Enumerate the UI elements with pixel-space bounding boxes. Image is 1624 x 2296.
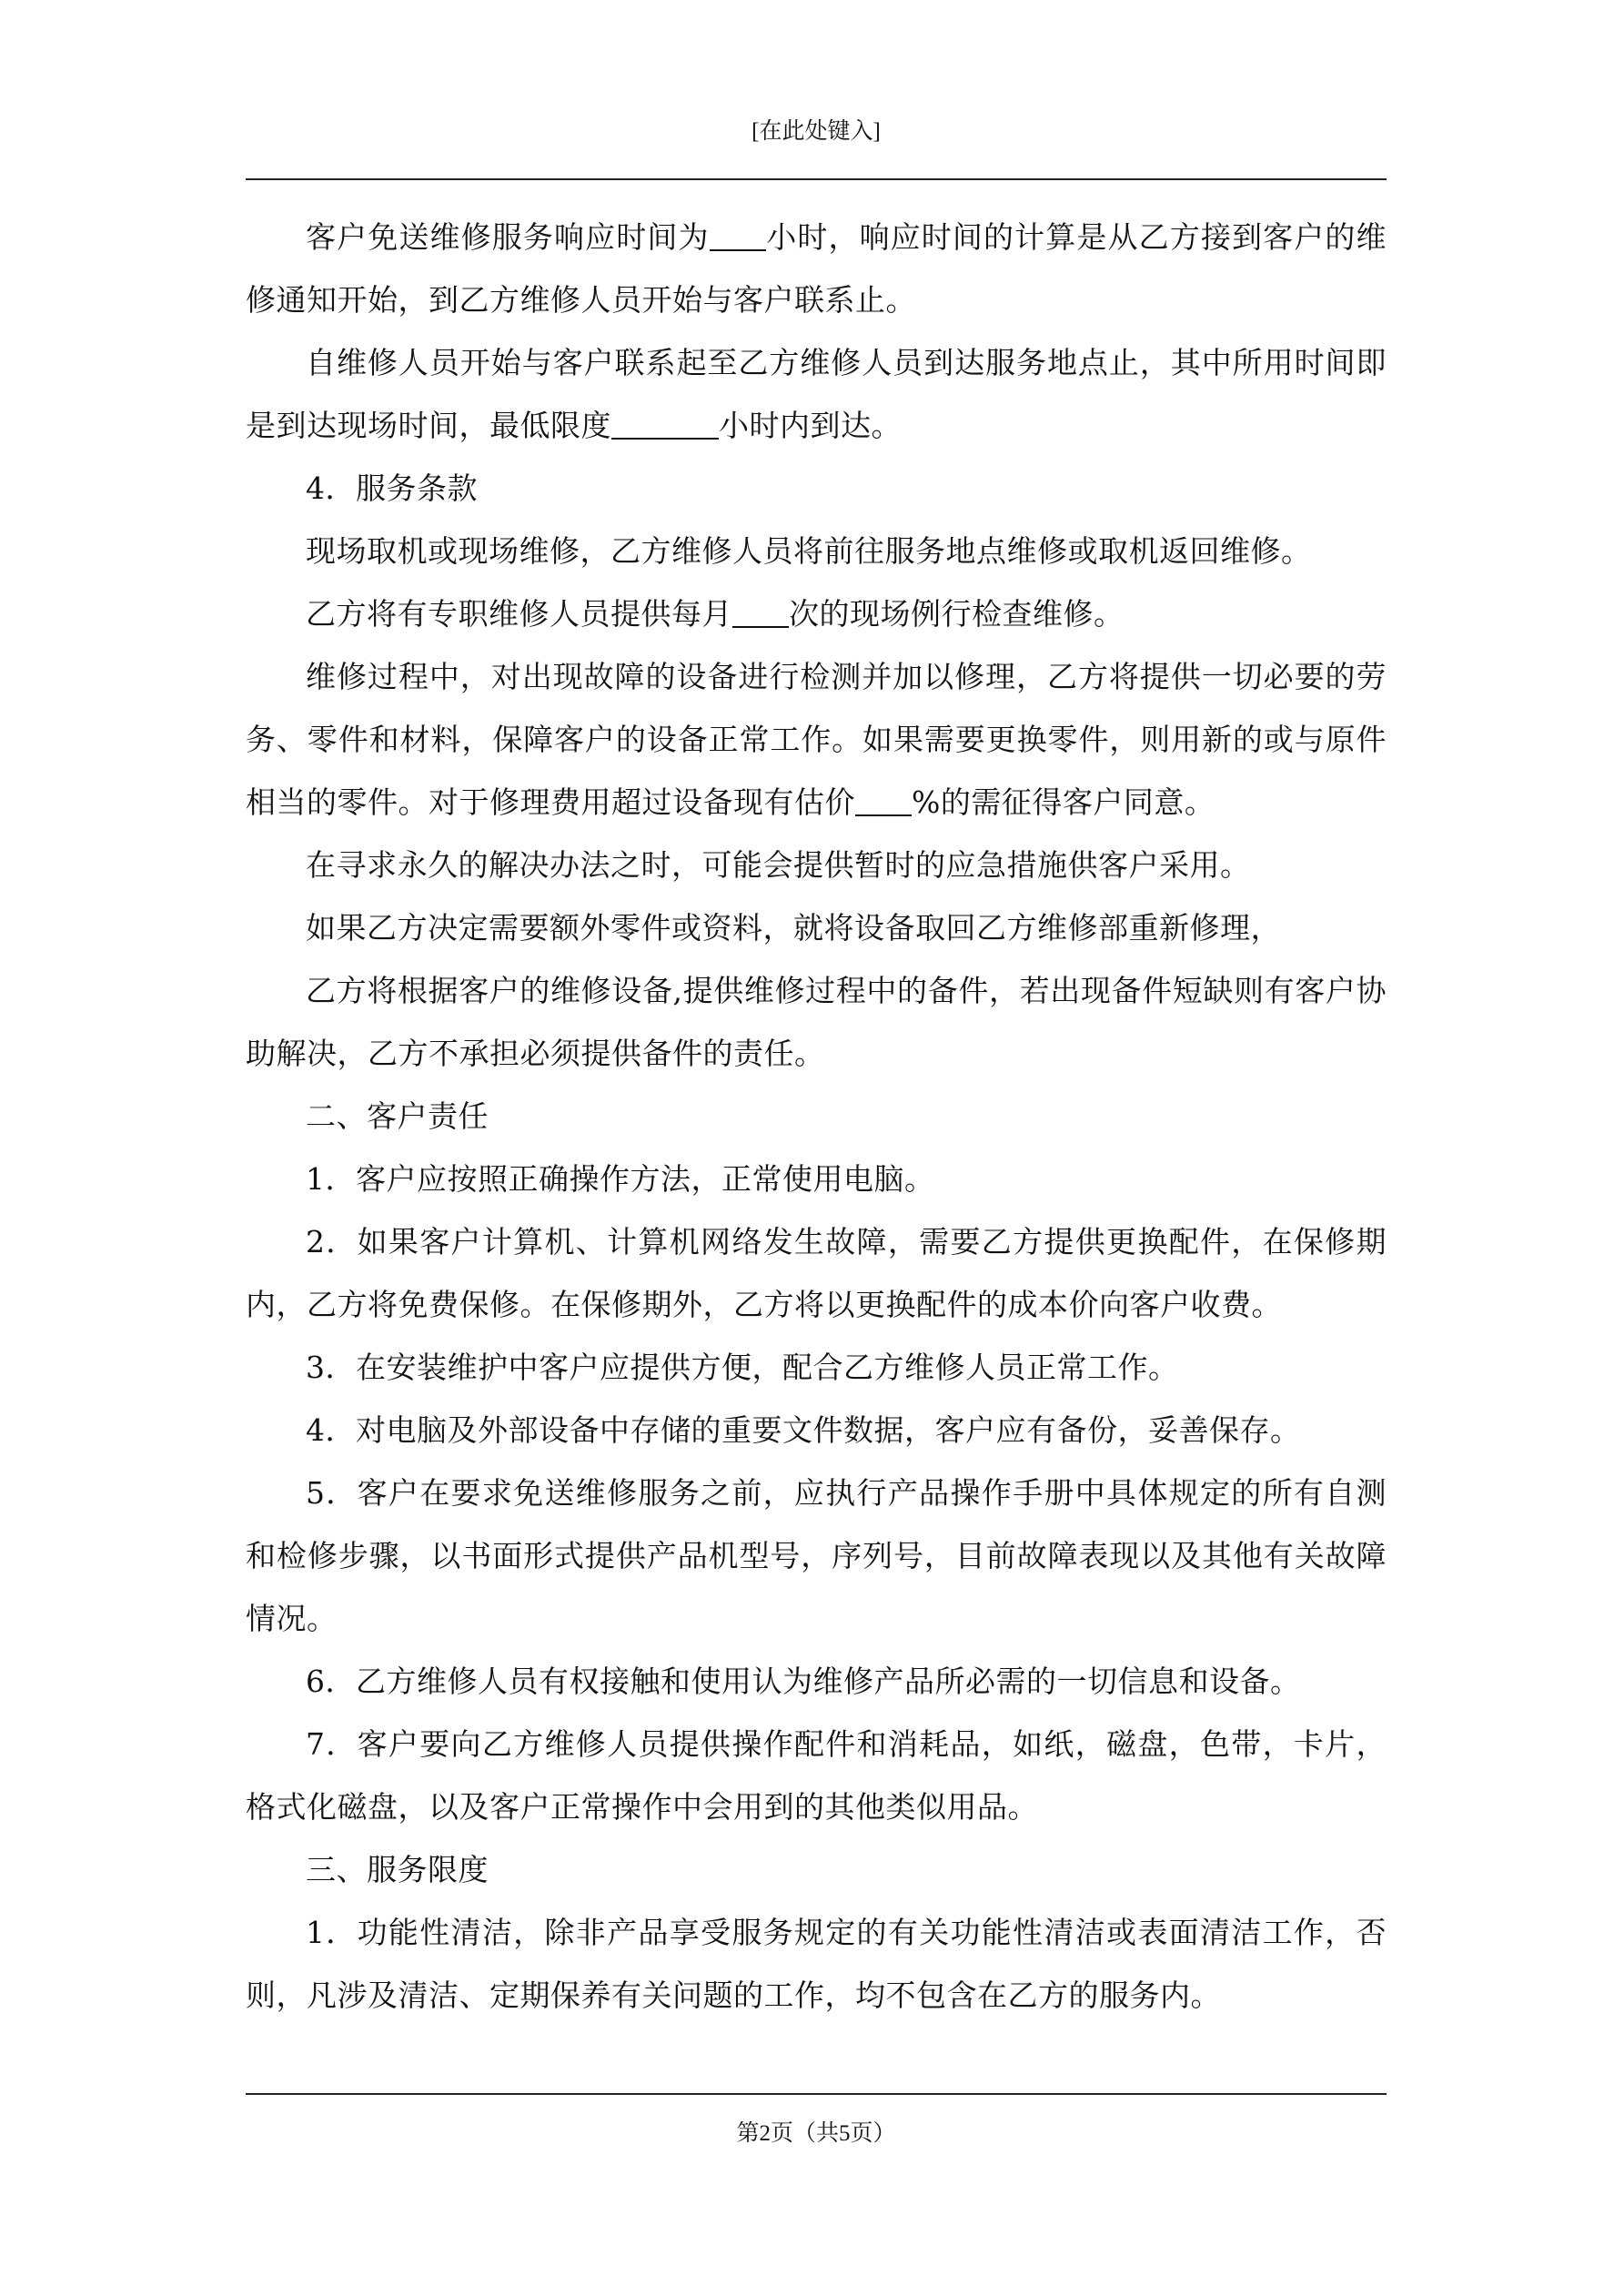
paragraph: 在寻求永久的解决办法之时，可能会提供暂时的应急措施供客户采用。 xyxy=(306,847,1251,883)
section-heading: 二、客户责任 xyxy=(306,1098,489,1134)
paragraph: 自维修人员开始与客户联系起至乙方维修人员到达服务地点止，其中所用时间即是到达现场时间，最低限度 小时内到达。 xyxy=(246,345,1387,443)
section-heading: 三、服务限度 xyxy=(306,1852,489,1887)
section-heading: 4．服务条款 xyxy=(306,470,478,506)
list-item: 4．对电脑及外部设备中存储的重要文件数据，客户应有备份，妥善保存。 xyxy=(306,1412,1301,1448)
fill-in-blank xyxy=(855,784,912,816)
list-item: 6．乙方维修人员有权接触和使用认为维修产品所必需的一切信息和设备。 xyxy=(306,1664,1301,1699)
list-item: 5．客户在要求免送维修服务之前，应执行产品操作手册中具体规定的所有自测和检修步骤，以书面形式提供产品机型号，序列号，目前故障表现以及其他有关故障情况。 xyxy=(246,1475,1387,1636)
document-body xyxy=(246,206,1387,2027)
list-item: 2．如果客户计算机、计算机网络发生故障，需要乙方提供更换配件，在保修期内，乙方将免费保修。在保修期外，乙方将以更换配件的成本价向客户收费。 xyxy=(246,1224,1387,1322)
fill-in-blank xyxy=(732,596,789,628)
list-item: 1．功能性清洁，除非产品享受服务规定的有关功能性清洁或表面清洁工作，否则，凡涉及清洁、定期保养有关问题的工作，均不包含在乙方的服务内。 xyxy=(246,1915,1387,2013)
page-header: [在此处键入] xyxy=(751,119,881,144)
header-divider xyxy=(246,178,1387,180)
paragraph: 如果乙方决定需要额外零件或资料，就将设备取回乙方维修部重新修理， xyxy=(306,910,1281,946)
list-item: 7．客户要向乙方维修人员提供操作配件和消耗品，如纸，磁盘，色带，卡片，格式化磁盘，以及客户正常操作中会用到的其他类似用品。 xyxy=(246,1726,1387,1825)
fill-in-blank xyxy=(611,408,719,440)
fill-in-blank xyxy=(710,219,766,251)
list-item: 1．客户应按照正确操作方法，正常使用电脑。 xyxy=(306,1161,935,1197)
paragraph: 现场取机或现场维修，乙方维修人员将前往服务地点维修或取机返回维修。 xyxy=(306,533,1312,569)
paragraph: 客户免送维修服务响应时间为 小时，响应时间的计算是从乙方接到客户的维修通知开始，到乙方维修人员开始与客户联系止。 xyxy=(246,219,1387,318)
paragraph: 乙方将有专职维修人员提供每月 次的现场例行检查维修。 xyxy=(306,596,1125,632)
page-footer: 第2页（共5页） xyxy=(736,2121,896,2146)
paragraph: 维修过程中，对出现故障的设备进行检测并加以修理，乙方将提供一切必要的劳务、零件和材料，保障客户的设备正常工作。如果需要更换零件，则用新的或与原件相当的零件。对于修理费用超过设备现有估价 %的需征得客户同意。 xyxy=(246,659,1387,820)
footer-divider xyxy=(246,2093,1387,2095)
list-item: 3．在安装维护中客户应提供方便，配合乙方维修人员正常工作。 xyxy=(306,1350,1179,1385)
paragraph: 乙方将根据客户的维修设备,提供维修过程中的备件，若出现备件短缺则有客户协助解决，乙方不承担必须提供备件的责任。 xyxy=(246,973,1387,1071)
